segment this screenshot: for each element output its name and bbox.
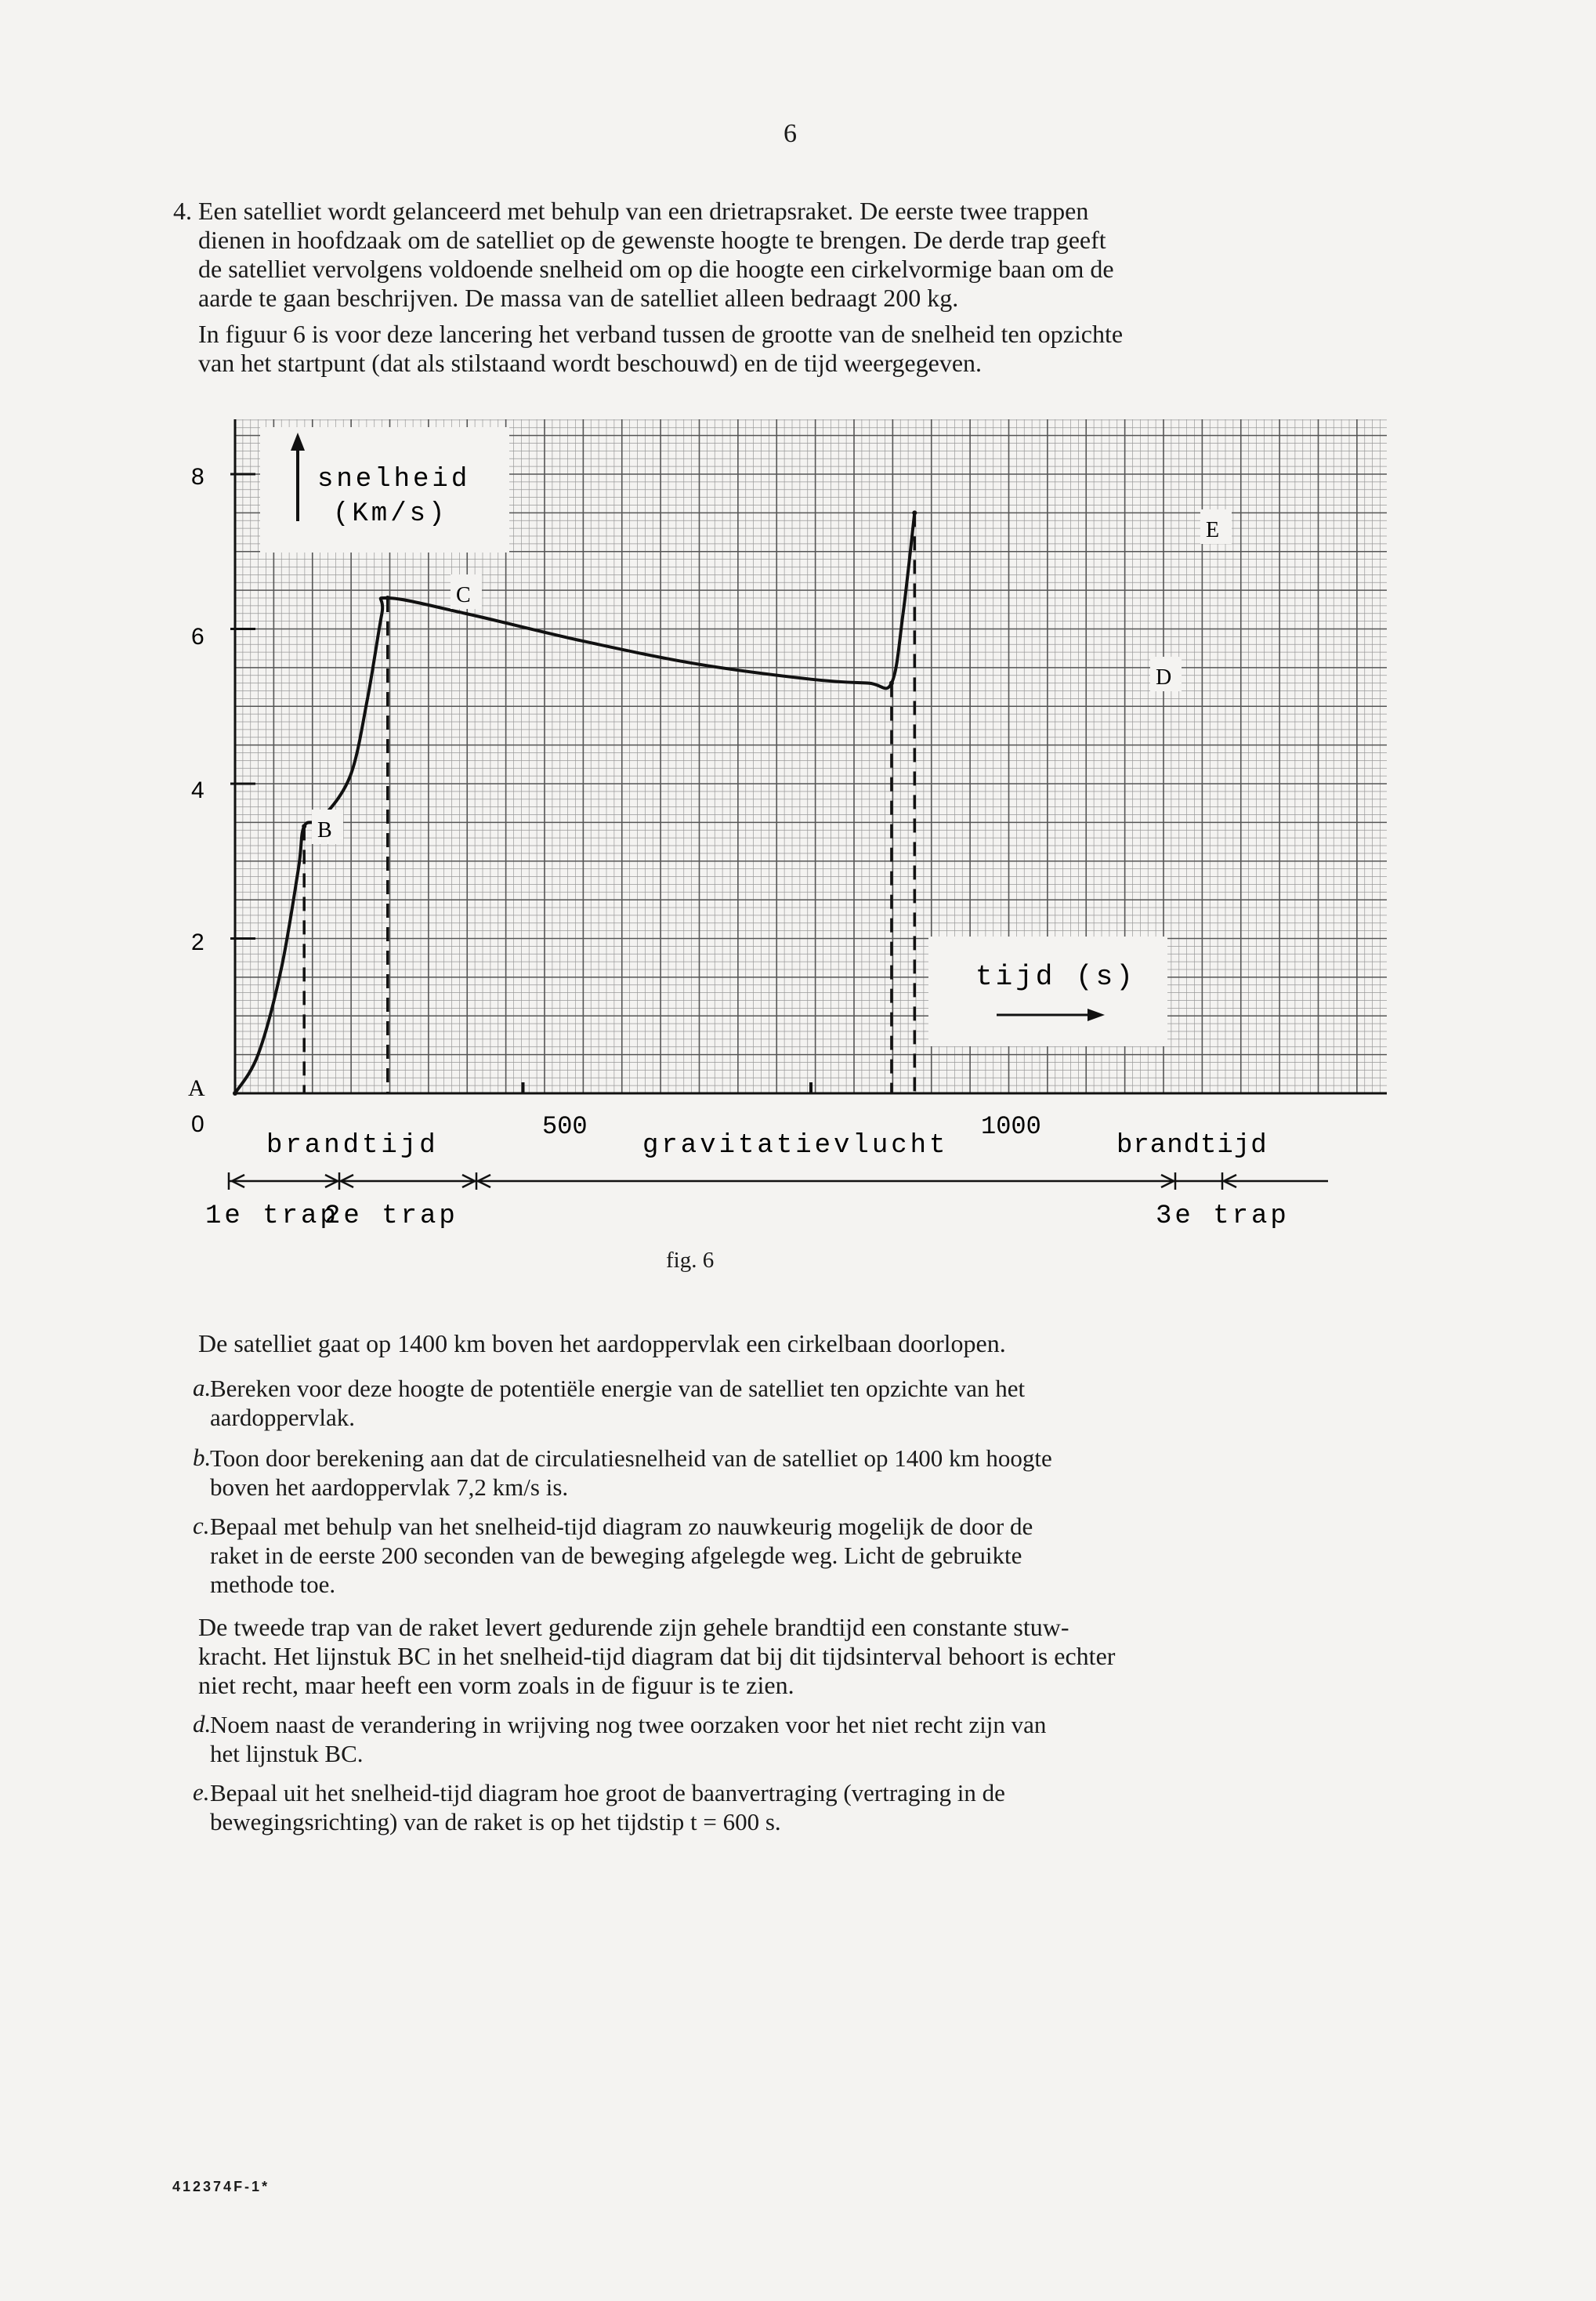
stage1-label: 1e trap xyxy=(205,1201,339,1231)
point-marker-A xyxy=(233,1091,237,1096)
point-label-E xyxy=(1200,509,1232,544)
point-label-D xyxy=(1150,657,1182,691)
svg-text:C: C xyxy=(456,583,471,607)
point-marker-D xyxy=(889,681,894,686)
y-axis-title-line2: (Km/s) xyxy=(333,499,448,529)
y-tick-label: 4 xyxy=(191,777,204,803)
point-marker-B xyxy=(302,824,306,828)
phase-label-burn1: brandtijd xyxy=(266,1131,439,1161)
svg-text:E: E xyxy=(1206,518,1220,542)
x-tick-label: 500 xyxy=(542,1112,588,1141)
svg-text:D: D xyxy=(1156,665,1172,690)
stage3-label: 3e trap xyxy=(1156,1201,1290,1231)
y-tick-label: 8 xyxy=(191,464,204,490)
x-tick-label: 1000 xyxy=(981,1112,1041,1141)
y-tick-label: 6 xyxy=(191,624,204,650)
point-marker-C xyxy=(385,596,390,600)
intro-line: dienen in hoofdzaak om de satelliet op de gewenste hoogte te brengen. De derde trap geeft xyxy=(198,226,1106,254)
origin-label: A xyxy=(188,1075,205,1101)
point-marker-E xyxy=(912,510,917,515)
figure-caption: fig. 6 xyxy=(666,1248,715,1273)
intro-line: Een satelliet wordt gelanceerd met behulp van een drietrapsraket. De eerste twee trappen xyxy=(198,197,1089,225)
page-number: 6 xyxy=(784,119,797,148)
question-number: 4. xyxy=(173,197,192,225)
y-axis-title-line1: snelheid xyxy=(317,465,471,495)
phase-label-gravity: gravitatievlucht xyxy=(642,1131,949,1161)
phase-label-burn3: brandtijd xyxy=(1116,1131,1268,1161)
stage2-label: 2e trap xyxy=(324,1201,458,1231)
y-tick-label: 2 xyxy=(191,929,204,955)
intro-line: de satelliet vervolgens voldoende snelheid om op die hoogte een cirkelvormige baan om de xyxy=(198,255,1114,283)
footer-code: 412374F-1* xyxy=(172,2179,270,2194)
point-label-C xyxy=(451,574,482,609)
zero-label: 0 xyxy=(191,1111,204,1137)
svg-text:B: B xyxy=(317,818,332,842)
interval-line xyxy=(229,1172,1328,1190)
intro-line: aarde te gaan beschrijven. De massa van de satelliet alleen bedraagt 200 kg. xyxy=(198,284,959,312)
x-axis-title: tijd (s) xyxy=(975,961,1136,993)
intro-line: In figuur 6 is voor deze lancering het verband tussen de grootte van de snelheid ten opzichte xyxy=(198,320,1124,348)
intro-line: van het startpunt (dat als stilstaand wordt beschouwd) en de tijd weergegeven. xyxy=(198,349,983,377)
velocity-curve xyxy=(235,513,914,1093)
circular-orbit-intro: De satelliet gaat op 1400 km boven het aardoppervlak een cirkelbaan doorlopen. xyxy=(198,1329,1006,1357)
point-label-B xyxy=(312,810,343,844)
